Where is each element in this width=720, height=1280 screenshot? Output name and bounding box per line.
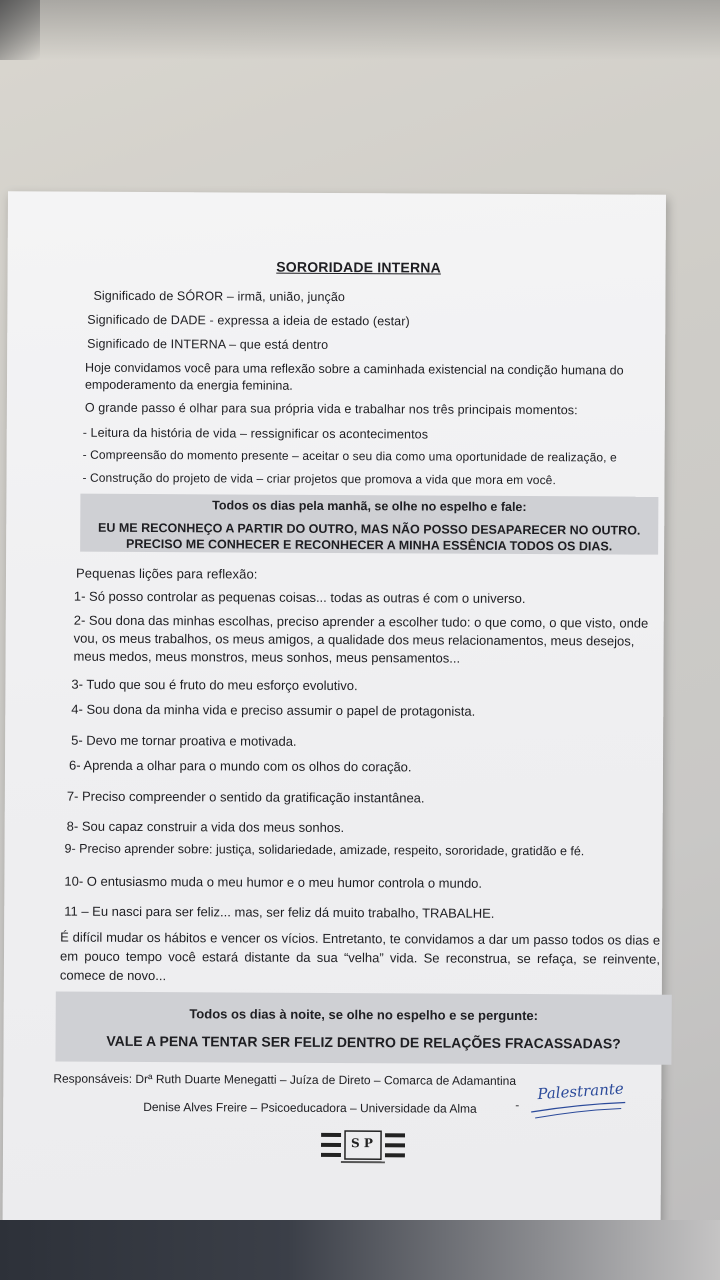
institution-logo xyxy=(321,1127,405,1167)
handwritten-signature: Palestrante xyxy=(536,1079,625,1104)
night-heading: Todos os dias à noite, se olhe no espelho e se pergunte: xyxy=(189,1006,539,1024)
lesson-item: 10- O entusiasmo muda o meu humor e o meu humor controla o mundo. xyxy=(64,873,483,891)
lesson-item: 6- Aprenda a olhar para o mundo com os olhos do coração. xyxy=(68,757,412,775)
lesson-item: 3- Tudo que sou é fruto do meu esforço evolutivo. xyxy=(71,676,358,694)
document-title: SORORIDADE INTERNA xyxy=(276,258,441,276)
lesson-item: 2- Sou dona das minhas escolhas, preciso aprender a escolher tudo: o que como, o que visto, onde vou, os meus trabalhos, os meus amigos, a qualidade dos meus relacionamentos, meus desejos, meus medos, meus monstros, meus sonhos, meus pensamentos... xyxy=(73,612,649,666)
meaning-soror: Significado de SÓROR – irmã, união, junção xyxy=(93,288,346,305)
responsible-dash: - xyxy=(515,1097,520,1112)
moment-item: - Leitura da história de vida – ressignificar os acontecimentos xyxy=(82,425,429,442)
morning-affirmation-2: PRECISO ME CONHECER E RECONHECER A MINHA ESSÊNCIA TODOS OS DIAS. xyxy=(126,536,613,554)
lessons-intro: Pequenas lições para reflexão: xyxy=(75,565,258,582)
signature-underline xyxy=(529,1098,629,1123)
morning-box xyxy=(80,494,658,555)
moment-item: - Construção do projeto de vida – criar projetos que promova a vida que mora em você. xyxy=(82,470,556,488)
meaning-interna: Significado de INTERNA – que está dentro xyxy=(87,336,329,352)
lesson-item: 5- Devo me tornar proativa e motivada. xyxy=(71,732,297,749)
document-sheet xyxy=(3,191,666,1224)
lesson-item: 4- Sou dona da minha vida e preciso assumir o papel de protagonista. xyxy=(71,701,476,719)
document-content xyxy=(53,192,661,1151)
moment-item: - Compreensão do momento presente – aceitar o seu dia como uma oportunidade de realização, e xyxy=(82,447,617,465)
morning-heading: Todos os dias pela manhã, se olhe no espelho e fale: xyxy=(212,498,527,514)
lesson-item: 7- Preciso compreender o sentido da gratificação instantânea. xyxy=(66,788,425,806)
lesson-item: 9- Preciso aprender sobre: justiça, solidariedade, amizade, respeito, sororidade, gratidão e fé. xyxy=(64,841,585,859)
responsible-psychoeducator: Denise Alves Freire – Psicoeducadora – Universidade da Alma xyxy=(143,1099,477,1116)
photo-shadow xyxy=(0,0,720,60)
night-box xyxy=(55,992,671,1065)
closing-paragraph: É difícil mudar os hábitos e vencer os vícios. Entretanto, te convidamos a dar um passo todos os dias e em pouco tempo você estará distante da sua “velha” vida. Se reconstrua, se refaça, se reinvente, comece de novo... xyxy=(59,929,661,984)
night-question: VALE A PENA TENTAR SER FELIZ DENTRO DE RELAÇÕES FRACASSADAS? xyxy=(106,1032,621,1052)
morning-affirmation-1: EU ME RECONHEÇO A PARTIR DO OUTRO, MAS NÃO POSSO DESAPARECER NO OUTRO. xyxy=(98,520,641,538)
lesson-item: 11 – Eu nasci para ser feliz... mas, ser feliz dá muito trabalho, TRABALHE. xyxy=(64,903,495,921)
logo-text: S P xyxy=(350,1136,373,1151)
intro-paragraph: Hoje convidamos você para uma reflexão sobre a caminhada existencial na condição humana do empoderamento da energia feminina. xyxy=(84,360,624,393)
responsible-judge: Responsáveis: Drª Ruth Duarte Menegatti – Juíza de Direto – Comarca de Adamantina xyxy=(53,1071,517,1088)
photo-background-bottom xyxy=(0,1220,720,1280)
moments-intro: O grande passo é olhar para sua própria vida e trabalhar nos três principais momentos: xyxy=(84,400,578,418)
lesson-item: 8- Sou capaz construir a vida dos meus sonhos. xyxy=(66,818,345,836)
lesson-item: 1- Só posso controlar as pequenas coisas... todas as outras é com o universo. xyxy=(73,588,526,606)
meaning-dade: Significado de DADE - expressa a ideia de estado (estar) xyxy=(87,312,410,329)
photo-corner xyxy=(0,0,40,60)
